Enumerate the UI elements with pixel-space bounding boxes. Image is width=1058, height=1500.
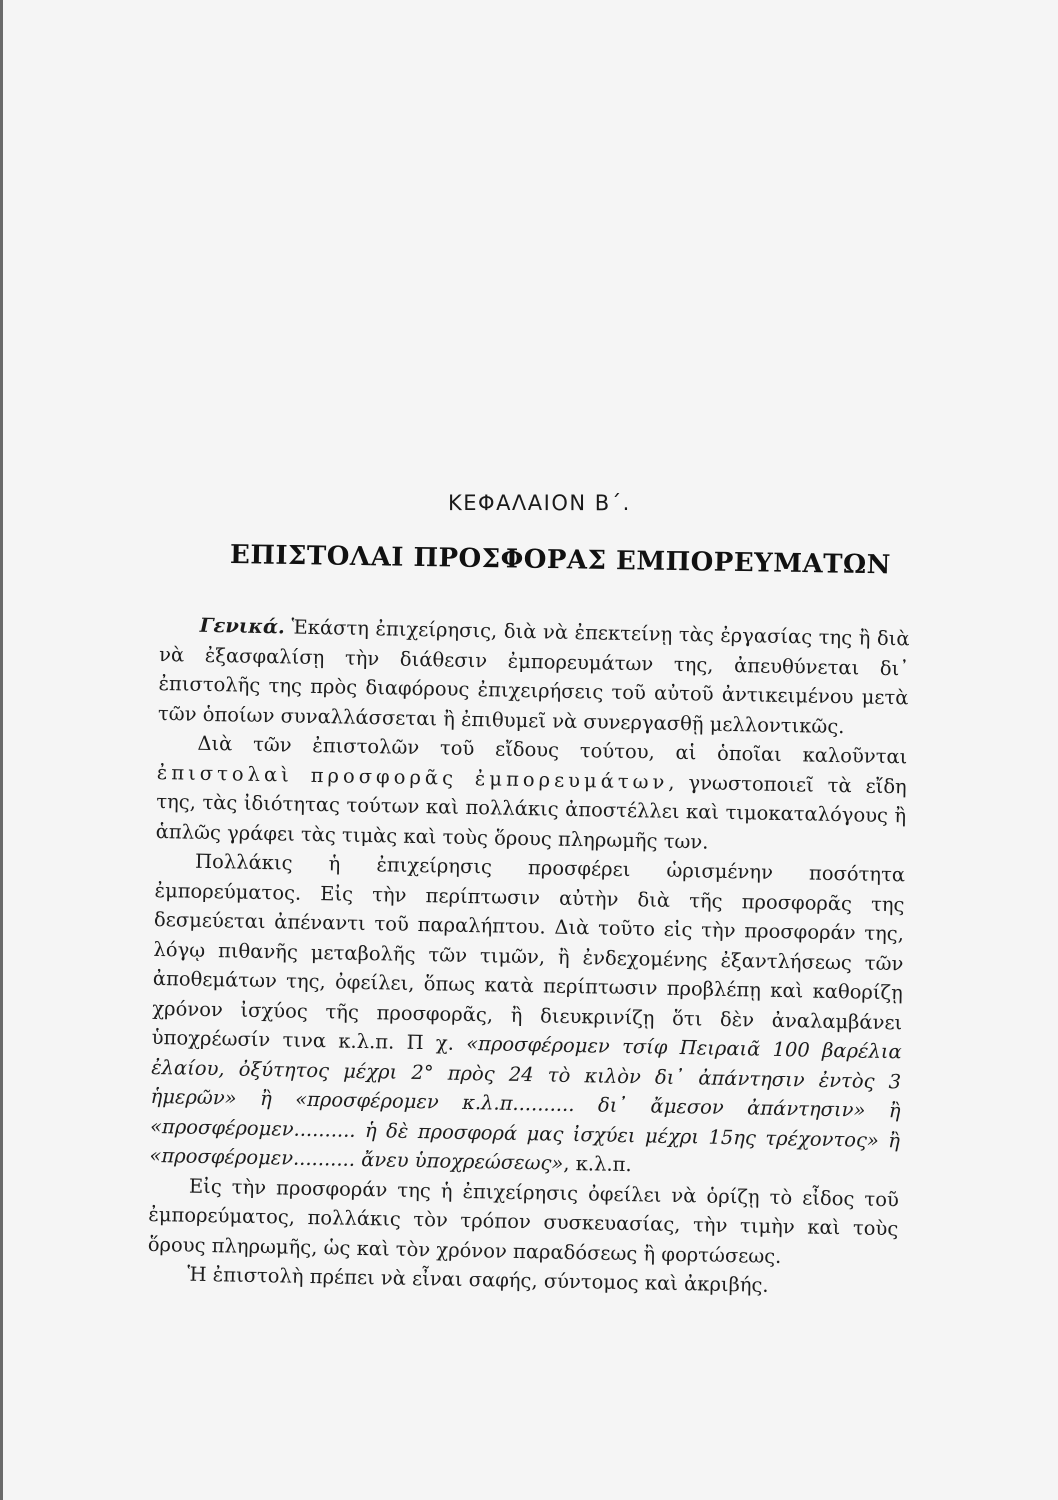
paragraph-offer-letters-before: Διὰ τῶν ἐπιστολῶν τοῦ εἴδους τούτου, αἱ ὁποῖαι καλοῦνται	[197, 731, 908, 769]
paragraph-quantity-offer-before: Πολλάκις ἡ ἐπιχείρησις προσφέρει ὡρισμένην ποσότητα ἐμπορεύματος. Εἰς τὴν περίπτωσιν αὐτὴν διὰ τῆς προσφορᾶς της δεσμεύεται ἀπέναντι τοῦ παραλήπτου. Διὰ τοῦτο εἰς τὴν προσφοράν της, λόγῳ πιθανῆς μεταβολῆς τῶν τιμῶν, ἢ ἐνδεχομένης ἐξαντλήσεως τῶν ἀποθεμάτων της, ὀφείλει, ὅπως κατὰ περίπτωσιν προβλέπῃ καὶ καθορίζῃ χρόνον ἰσχύος τῆς προσφορᾶς, ἢ διευκρινίζῃ ὅτι δὲν ἀναλαμβάνει ὑποχρέωσίν τινα κ.λ.π. Π χ.	[151, 849, 906, 1055]
paragraph-general	[158, 610, 910, 742]
body-text	[147, 610, 910, 1303]
paragraph-quantity-offer	[149, 846, 905, 1185]
offer-examples: «προσφέρομεν τσίφ Πειραιᾶ 100 βαρέλια ἐλαίου, ὀξύτητος μέχρι 2° πρὸς 24 τὸ κιλὸν δι᾽ ἀπάντησιν ἐντὸς 3 ἡμερῶν» ἢ «προσφέρομεν κ.λ.π.......... δι᾽ ἄμεσον ἀπάντησιν» ἢ «προσφέρομεν.......... ἡ δὲ προσφορά μας ἰσχύει μέχρι 15ης τρέχοντος» ἢ «προσφέρομεν.......... ἄνευ ὑποχρεώσεως»	[149, 1031, 902, 1175]
paragraph-lead: Γενικά.	[199, 613, 285, 639]
page-edge-shadow	[0, 0, 3, 1500]
paragraph-quantity-offer-after: , κ.λ.π.	[563, 1151, 632, 1177]
paragraph-offer-letters-after: , γνωστοποιεῖ τὰ εἴδη της, τὰς ἰδιότητας τούτων καὶ πολλάκις ἀποστέλλει καὶ τιμοκαταλόγους ἢ ἁπλῶς γράφει τὰς τιμὰς καὶ τοὺς ὅρους πληρωμῆς των.	[155, 770, 907, 854]
paragraph-offer-details: Εἰς τὴν προσφοράν της ἡ ἐπιχείρησις ὀφείλει νὰ ὁρίζῃ τὸ εἶδος τοῦ ἐμπορεύματος, πολλάκις τὸν τρόπον συσκευασίας, τὴν τιμὴν καὶ τοὺς ὅρους πληρωμῆς, ὡς καὶ τὸν χρόνον παραδόσεως ἢ φορτώσεως.	[147, 1174, 900, 1268]
paragraph-letter-qualities: Ἡ ἐπιστολὴ πρέπει νὰ εἶναι σαφής, σύντομος καὶ ἀκριβής.	[187, 1262, 769, 1297]
chapter-heading: ΚΕΦΑΛΑΙΟΝ Β΄.	[448, 491, 631, 515]
paragraph-general-text: Ἑκάστη ἐπιχείρησις, διὰ νὰ ἐπεκτείνῃ τὰς ἐργασίας της ἢ διὰ νὰ ἐξασφαλίσῃ τὴν διάθεσιν ἐμπορευμάτων της, ἀπευθύνεται δι᾽ ἐπιστολῆς της πρὸς διαφόρους ἐπιχειρήσεις τοῦ αὐτοῦ ἀντικειμένου μετὰ τῶν ὁποίων συναλλάσσεται ἢ ἐπιθυμεῖ νὰ συνεργασθῇ μελλοντικῶς.	[157, 615, 910, 738]
spaced-term: ἐπιστολαὶ προσφορᾶς ἐμπορευμάτων	[156, 760, 669, 794]
paragraph-offer-letters	[155, 728, 907, 860]
page-title: ΕΠΙΣΤΟΛΑΙ ΠΡΟΣΦΟΡΑΣ ΕΜΠΟΡΕΥΜΑΤΩΝ	[229, 540, 892, 581]
